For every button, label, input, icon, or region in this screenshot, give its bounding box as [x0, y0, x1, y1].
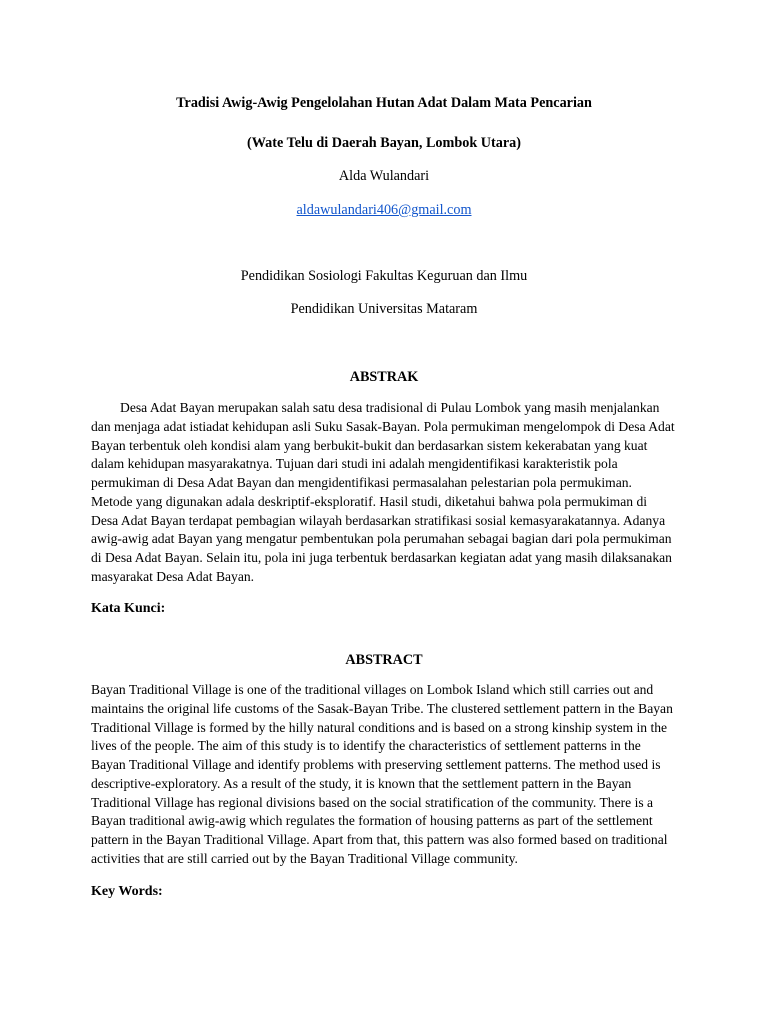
abstract-heading: ABSTRACT	[345, 652, 423, 668]
abstrak-heading: ABSTRAK	[349, 369, 419, 385]
paper-subtitle: (Wate Telu di Daerah Bayan, Lombok Utara)	[247, 135, 521, 151]
affiliation-line-2: Pendidikan Universitas Mataram	[290, 301, 478, 317]
abstrak-body: Desa Adat Bayan merupakan salah satu desa tradisional di Pulau Lombok yang masih menjalankan dan menjaga adat istiadat kehidupan asli Suku Sasak-Bayan. Pola permukiman mengelompok di Desa Adat Bayan terbentuk oleh kondisi alam yang berbukit-bukit dan berdasarkan sistem kekerabatan yang kuat dalam kehidupan masyarakatnya. Tujuan dari studi ini adalah mengidentifikasi karakteristik pola permukiman di Desa Adat Bayan dan mengidentifikasi permasalahan pelestarian pola permukiman. Metode yang digunakan adala deskriptif-eksploratif. Hasil studi, diketahui bahwa pola permukiman di Desa Adat Bayan terdapat pembagian wilayah berdasarkan stratifikasi sosial kemasyarakatannya. Adanya awig-awig adat Bayan yang mengatur pembentukan pola perumahan sebagai bagian dari pola permukiman di Desa Adat Bayan. Selain itu, pola ini juga terbentuk berdasarkan kegiatan adat yang masih dilaksanakan masyarakat Desa Adat Bayan.	[91, 400, 675, 584]
key-words-label: Key Words:	[91, 884, 163, 899]
author-email-link[interactable]: aldawulandari406@gmail.com	[296, 202, 472, 218]
affiliation-line-1: Pendidikan Sosiologi Fakultas Keguruan dan Ilmu	[240, 268, 528, 284]
abstract-body: Bayan Traditional Village is one of the traditional villages on Lombok Island which still carries out and maintains the original life customs of the Sasak-Bayan Tribe. The clustered settlement pattern in the Bayan Traditional Village is formed by the hilly natural conditions and is based on a strong kinship system in the lives of the people. The aim of this study is to identify the characteristics of settlement patterns in the Bayan Traditional Village and identify problems with preserving settlement patterns. The method used is descriptive-exploratory. As a result of the study, it is known that the settlement pattern in the Bayan Traditional Village has regional divisions based on the social stratification of the community. There is a Bayan traditional awig-awig which regulates the formation of housing patterns as part of the settlement pattern in the Bayan Traditional Village. Apart from that, this pattern was also formed based on traditional activities that are still carried out by the Bayan Traditional Village community.	[91, 682, 673, 866]
kata-kunci-label: Kata Kunci:	[91, 601, 166, 616]
email-row	[0, 201, 768, 219]
paper-title: Tradisi Awig-Awig Pengelolahan Hutan Adat Dalam Mata Pencarian	[176, 95, 592, 111]
author-name: Alda Wulandari	[338, 168, 430, 184]
